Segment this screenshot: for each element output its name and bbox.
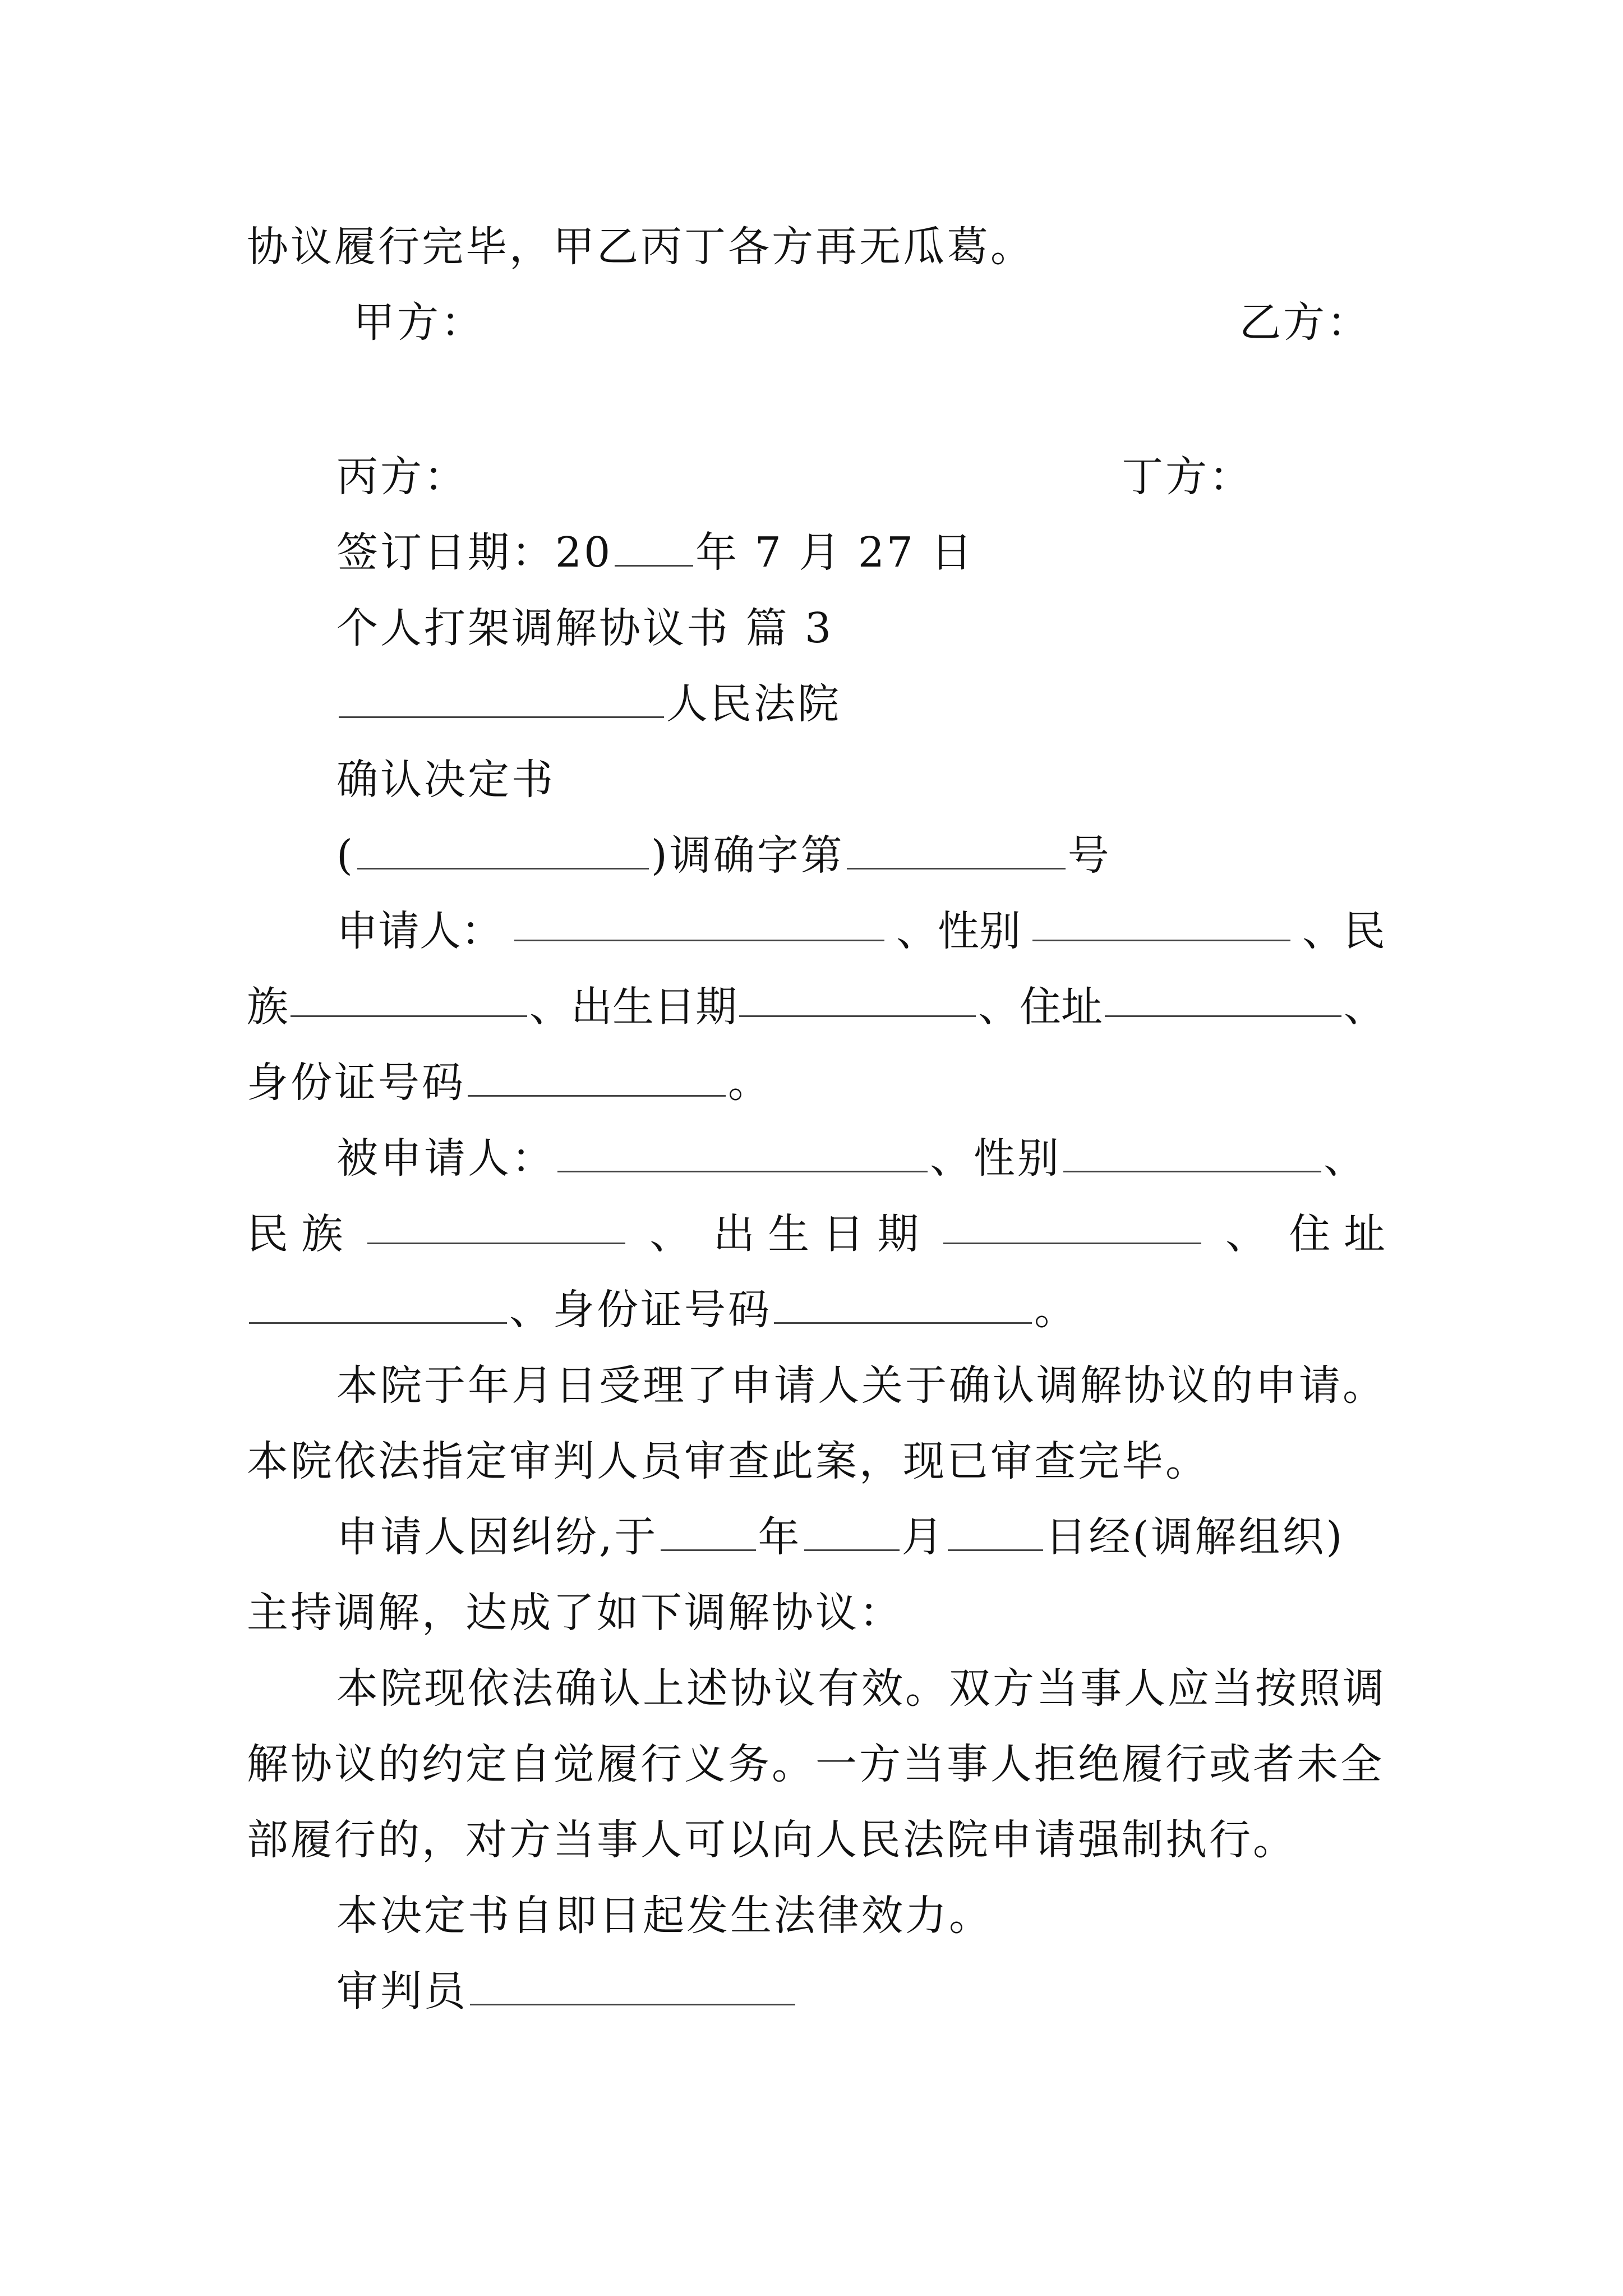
applicant-birth-label: 、出生日期 xyxy=(529,983,737,1031)
paragraph-1-text-2: 本院依法指定审判人员审查此案，现已审查完毕。 xyxy=(247,1437,1209,1485)
respondent-separator-2: 、 xyxy=(1225,1210,1267,1258)
mediation-year-blank xyxy=(661,1510,756,1551)
respondent-gender-comma: 、 xyxy=(1324,1134,1367,1182)
applicant-birth-blank xyxy=(739,976,976,1017)
court-name-line xyxy=(336,673,1385,735)
sign-date-year-blank xyxy=(615,526,693,567)
paragraph-3-line-1 xyxy=(336,1658,1385,1719)
respondent-period: 。 xyxy=(1034,1286,1078,1334)
applicant-ethnic-label-part2: 族 xyxy=(247,983,288,1031)
paragraph-2-text-2: 主持调解，达成了如下调解协议： xyxy=(247,1589,903,1637)
signature-row-cd xyxy=(336,446,1346,508)
applicant-id-blank xyxy=(468,1056,726,1097)
paragraph-2-line-1 xyxy=(336,1506,1385,1568)
court-suffix: 人民法院 xyxy=(666,680,841,728)
respondent-line-2 xyxy=(247,1203,1385,1265)
judge-name-blank xyxy=(470,1964,795,2005)
respondent-name-blank xyxy=(557,1131,928,1172)
paragraph-4-text: 本决定书自即日起发生法律效力。 xyxy=(336,1892,993,1940)
party-b-label: 乙方： xyxy=(1239,298,1371,347)
paragraph-4-line xyxy=(336,1885,1385,1947)
judge-label: 审判员 xyxy=(336,1967,468,2016)
decision-title: 确认决定书 xyxy=(336,756,555,804)
respondent-label: 被申请人： xyxy=(336,1134,555,1182)
paragraph-2-text-a: 申请人因纠纷,于 xyxy=(336,1513,658,1561)
case-number-end: 号 xyxy=(1067,831,1112,880)
applicant-id-label: 身份证号码 xyxy=(247,1059,465,1107)
case-number-blank xyxy=(847,829,1066,869)
section-title: 个人打架调解协议书 篇 3 xyxy=(336,604,834,652)
case-number-line xyxy=(336,825,1385,886)
respondent-birth-label: 出 生 日 期 xyxy=(713,1210,919,1258)
paragraph-2-line-2 xyxy=(247,1582,1385,1644)
paragraph-3-text-3: 部履行的，对方当事人可以向人民法院申请强制执行。 xyxy=(247,1816,1297,1864)
paragraph-3-text-2: 解协议的约定自觉履行义务。一方当事人拒绝履行或者未全 xyxy=(247,1740,1384,1788)
respondent-address-blank xyxy=(249,1283,507,1324)
applicant-label: 申请人： xyxy=(336,907,502,955)
text-conclusion: 协议履行完毕，甲乙丙丁各方再无瓜葛。 xyxy=(247,223,1034,271)
respondent-line-1 xyxy=(336,1128,1385,1189)
respondent-gender-blank xyxy=(1063,1131,1321,1172)
text-line-conclusion xyxy=(247,216,1385,278)
applicant-name-blank xyxy=(514,900,884,941)
paragraph-1-line-1 xyxy=(336,1355,1385,1416)
sign-date-line xyxy=(336,522,1385,583)
respondent-gender-label: 、性别 xyxy=(930,1134,1061,1182)
party-d-label: 丁方： xyxy=(1122,453,1253,501)
paragraph-3-text-1: 本院现依法确认上述协议有效。双方当事人应当按照调 xyxy=(336,1664,1386,1713)
respondent-separator-1: 、 xyxy=(649,1210,691,1258)
respondent-id-blank xyxy=(774,1283,1032,1324)
applicant-period: 。 xyxy=(728,1059,772,1107)
applicant-ethnic-blank xyxy=(291,976,527,1017)
sign-date-suffix: 年 7 月 27 日 xyxy=(695,528,975,577)
applicant-line-2 xyxy=(247,976,1385,1038)
signature-row-ab xyxy=(353,292,1371,353)
respondent-ethnic-blank xyxy=(367,1203,625,1244)
applicant-gender-blank xyxy=(1032,900,1290,941)
applicant-address-comma: 、 xyxy=(1344,983,1385,1031)
party-c-label: 丙方： xyxy=(336,453,468,501)
respondent-address-label: 住 址 xyxy=(1289,1210,1385,1258)
applicant-gender-label: 、性别 xyxy=(896,907,1021,955)
paragraph-1-line-2 xyxy=(247,1430,1385,1492)
respondent-line-3 xyxy=(247,1279,1385,1341)
decision-title-line xyxy=(336,749,1385,811)
section-title-line xyxy=(336,597,1385,659)
applicant-ethnic-label-part1: 、民 xyxy=(1302,907,1385,955)
applicant-line-1 xyxy=(336,900,1385,962)
sign-date-prefix: 签订日期：20 xyxy=(336,528,613,577)
paragraph-3-line-2 xyxy=(247,1733,1385,1795)
paragraph-1-text-1: 本院于年月日受理了申请人关于确认调解协议的申请。 xyxy=(336,1361,1386,1410)
mediation-year-label: 年 xyxy=(758,1513,802,1561)
mediation-day-blank xyxy=(948,1510,1043,1551)
judge-line xyxy=(336,1961,1385,2022)
applicant-address-label: 、住址 xyxy=(978,983,1103,1031)
case-year-blank xyxy=(357,829,649,869)
paragraph-3-line-3 xyxy=(247,1809,1385,1871)
applicant-address-blank xyxy=(1105,976,1341,1017)
party-a-label: 甲方： xyxy=(353,298,485,347)
respondent-ethnic-label: 民 族 xyxy=(247,1210,343,1258)
court-name-blank xyxy=(339,677,664,718)
respondent-birth-blank xyxy=(943,1203,1201,1244)
mediation-month-label: 月 xyxy=(901,1513,946,1561)
case-number-open: ( xyxy=(336,831,355,880)
mediation-month-blank xyxy=(804,1510,900,1551)
applicant-line-3 xyxy=(247,1052,1385,1114)
respondent-id-label: 、身份证号码 xyxy=(509,1286,772,1334)
paragraph-2-text-d: 日经(调解组织) xyxy=(1045,1513,1345,1561)
case-number-mid: )调确字第 xyxy=(651,831,845,880)
